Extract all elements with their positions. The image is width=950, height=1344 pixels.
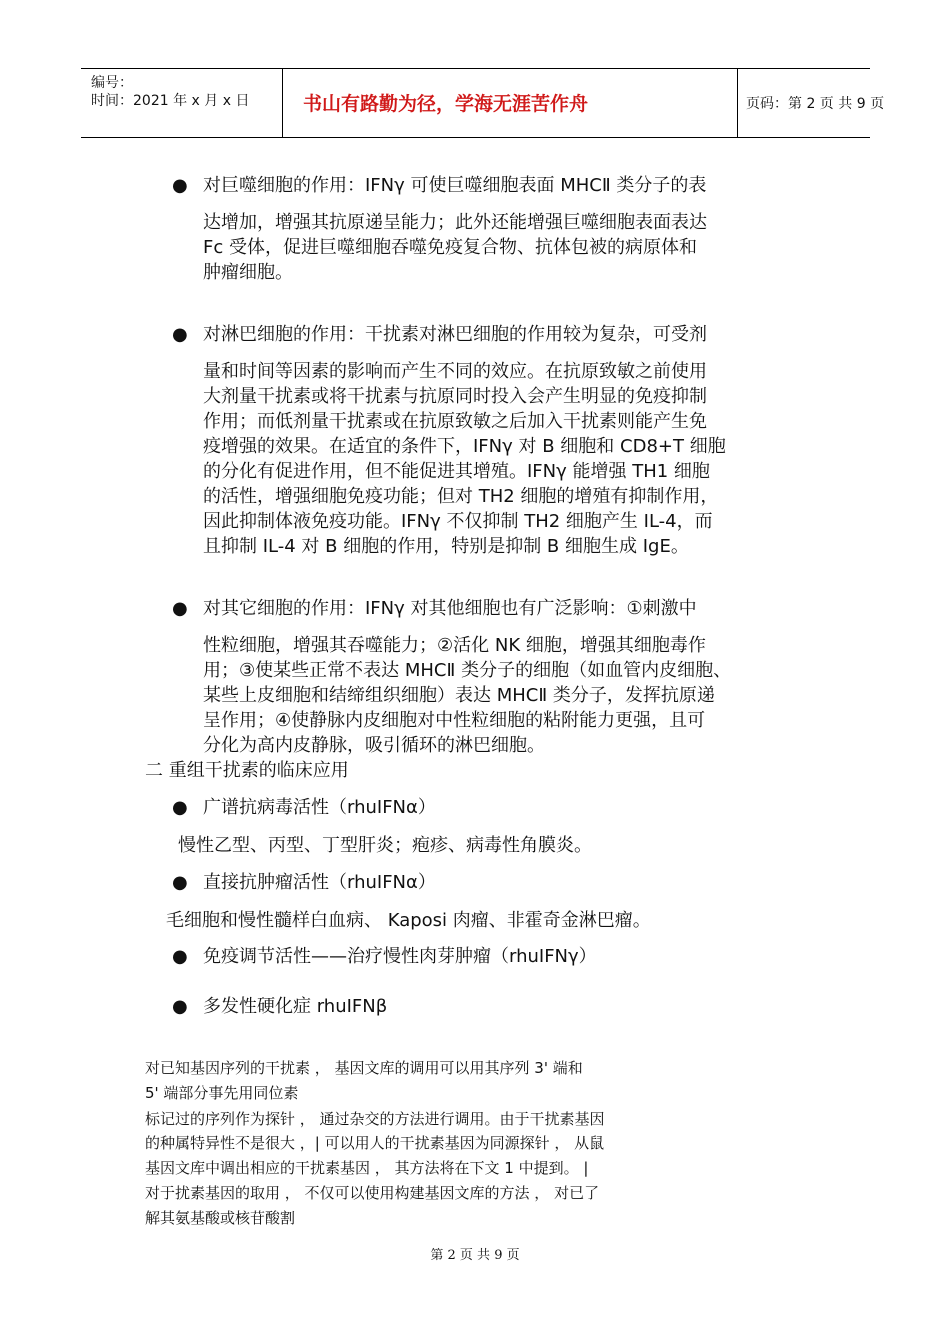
p3-line-3: 用；③使某些正常不表达 MHCⅡ 类分子的细胞（如血管内皮细胞、 bbox=[203, 660, 732, 681]
header-motto-cell bbox=[283, 69, 738, 137]
bullet-icon: ● bbox=[172, 797, 188, 818]
header-motto: 书山有路勤为径，学海无涯苦作舟 bbox=[303, 93, 589, 115]
body-text-line-1: 对已知基因序列的干扰素 ， 基因文库的调用可以用其序列 3' 端和 bbox=[145, 1059, 583, 1077]
header-page-number: 页码：第 2 页 共 9 页 bbox=[746, 96, 885, 112]
p2-line-2: 量和时间等因素的影响而产生不同的效应。在抗原致敏之前使用 bbox=[203, 361, 707, 382]
application-item-ms: 多发性硬化症 rhuIFNβ bbox=[203, 996, 388, 1017]
body-text-line-7: 解其氨基酸或核苷酸割 bbox=[145, 1209, 296, 1227]
body-text-line-5: 基因文库中调出相应的干扰素基因 ， 其方法将在下文 1 中提到。 | bbox=[145, 1159, 589, 1177]
application-item-antitumor: 直接抗肿瘤活性（rhuIFNα） bbox=[203, 872, 436, 893]
document-date-label: 时间：2021 年 x 月 x 日 bbox=[91, 93, 250, 109]
bullet-icon: ● bbox=[172, 872, 188, 893]
header-page-cell bbox=[738, 69, 885, 137]
p1-line-1: 对巨噬细胞的作用：IFNγ 可使巨噬细胞表面 MHCⅡ 类分子的表 bbox=[203, 175, 707, 196]
p2-line-4: 作用；而低剂量干扰素或在抗原致敏之后加入干扰素则能产生免 bbox=[203, 411, 707, 432]
p2-line-5: 疫增强的效果。在适宜的条件下，IFNγ 对 B 细胞和 CD8+T 细胞 bbox=[203, 436, 726, 457]
body-text-line-6: 对于扰素基因的取用 ， 不仅可以使用构建基因文库的方法 ， 对已了 bbox=[145, 1184, 600, 1202]
document-number-label: 编号： bbox=[91, 75, 133, 91]
bullet-icon: ● bbox=[172, 996, 188, 1017]
page-footer: 第 2 页 共 9 页 bbox=[430, 1248, 520, 1263]
body-text-line-3: 标记过的序列作为探针 ， 通过杂交的方法进行调用。由于干扰素基因 bbox=[145, 1110, 605, 1128]
bullet-icon: ● bbox=[172, 946, 188, 967]
application-desc-antiviral: 慢性乙型、丙型、丁型肝炎；疱疹、病毒性角膜炎。 bbox=[178, 835, 592, 856]
p3-line-4: 某些上皮细胞和结缔组织细胞）表达 MHCⅡ 类分子，发挥抗原递 bbox=[203, 685, 715, 706]
p1-line-3: Fc 受体，促进巨噬细胞吞噬免疫复合物、抗体包被的病原体和 bbox=[203, 237, 697, 258]
p2-line-3: 大剂量干扰素或将干扰素与抗原同时投入会产生明显的免疫抑制 bbox=[203, 386, 707, 407]
p2-line-9: 且抑制 IL-4 对 B 细胞的作用，特别是抑制 B 细胞生成 IgE。 bbox=[203, 536, 689, 557]
p3-line-1: 对其它细胞的作用：IFNγ 对其他细胞也有广泛影响：①刺激中 bbox=[203, 598, 697, 619]
p2-line-7: 的活性，增强细胞免疫功能；但对 TH2 细胞的增殖有抑制作用， bbox=[203, 486, 719, 507]
bullet-icon: ● bbox=[172, 598, 188, 619]
p3-line-6: 分化为高内皮静脉，吸引循环的淋巴细胞。 bbox=[203, 735, 545, 756]
p2-line-6: 的分化有促进作用，但不能促进其增殖。IFNγ 能增强 TH1 细胞 bbox=[203, 461, 710, 482]
p2-line-1: 对淋巴细胞的作用：干扰素对淋巴细胞的作用较为复杂，可受剂 bbox=[203, 324, 707, 345]
bullet-icon: ● bbox=[172, 175, 188, 196]
header-meta-cell bbox=[81, 69, 283, 137]
p1-line-2: 达增加，增强其抗原递呈能力；此外还能增强巨噬细胞表面表达 bbox=[203, 212, 707, 233]
p2-line-8: 因此抑制体液免疫功能。IFNγ 不仅抑制 TH2 细胞产生 IL-4，而 bbox=[203, 511, 713, 532]
application-desc-antitumor: 毛细胞和慢性髓样白血病、 Kaposi 肉瘤、非霍奇金淋巴瘤。 bbox=[166, 910, 651, 931]
application-item-immune: 免疫调节活性——治疗慢性肉芽肿瘤（rhuIFNγ） bbox=[203, 946, 597, 967]
p3-line-5: 呈作用；④使静脉内皮细胞对中性粒细胞的粘附能力更强，且可 bbox=[203, 710, 706, 731]
bullet-icon: ● bbox=[172, 324, 188, 345]
application-item-antiviral: 广谱抗病毒活性（rhuIFNα） bbox=[203, 797, 436, 818]
p3-line-2: 性粒细胞，增强其吞噬能力；②活化 NK 细胞，增强其细胞毒作 bbox=[203, 635, 706, 656]
body-text-line-2: 5' 端部分事先用同位素 bbox=[145, 1084, 299, 1102]
p1-line-4: 肿瘤细胞。 bbox=[203, 262, 293, 283]
page-header bbox=[81, 68, 885, 138]
section-heading: 二 重组干扰素的临床应用 bbox=[145, 760, 349, 781]
body-text-line-4: 的种属特异性不是很大 ，| 可以用人的干扰素基因为同源探针 ， 从鼠 bbox=[145, 1134, 605, 1152]
